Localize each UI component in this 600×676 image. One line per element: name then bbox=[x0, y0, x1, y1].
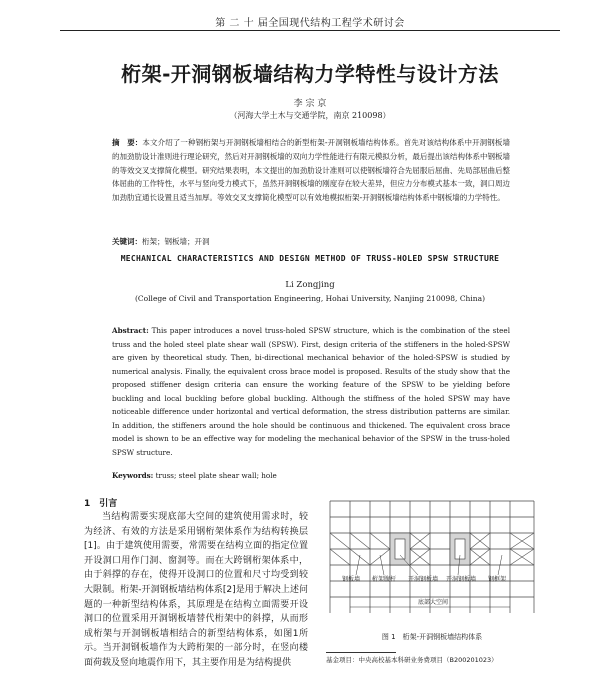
abstract-en bbox=[112, 324, 510, 459]
keywords-cn-label: 关键词： bbox=[112, 237, 142, 246]
keywords-cn-text: 桁架；钢板墙；开洞 bbox=[142, 237, 210, 246]
affiliation-en: (College of Civil and Transportation Engineering, Hohai University, Nanjing 210098, China) bbox=[134, 294, 486, 303]
label-plate-wall: 钢板墙 bbox=[342, 576, 361, 583]
author-cn: 李 宗 京 bbox=[293, 99, 327, 109]
abstract-en-label: Abstract: bbox=[112, 326, 149, 335]
keywords-en bbox=[112, 471, 510, 480]
footnote-rule bbox=[326, 652, 396, 653]
structure-diagram-svg bbox=[326, 495, 538, 625]
abstract-cn-label: 摘 要： bbox=[112, 138, 143, 147]
abstract-en-text: This paper introduces a novel truss-holed SPSW structure, which is the combination of the steel truss and the holed steel plate shear wall (SPSW). First, design criteria of the stiffeners in the holed-SPSW are given by theoretical study. Then, bi-directional mechanical behavior of the holed-SPSW is studied by numerical analysis. Finally, the equivalent cross brace model is proposed. Results of the study show that the proposed stiffener design criteria can ensure the working feature of the SPSW to be yielding before buckling and local buckling before global buckling. Although the stiffness of the holed SPSW may have noticeable difference under horizontal and vertical deformation, the stress distribution patterns are similar. In addition, the stiffeners around the hole should be continuous and thickened. The equivalent cross brace model is shown to be an effective way for modeling the mechanical behavior of the SPSW in the truss-holed SPSW structure. bbox=[112, 326, 510, 457]
paper-title-cn: 桁架-开洞钢板墙结构力学特性与设计方法 bbox=[121, 62, 499, 86]
label-large-space: 底部大空间 bbox=[418, 599, 449, 606]
label-truss-web: 桁架腹杆 bbox=[372, 576, 397, 583]
label-holed-plate-wall-right: 开洞钢板墙 bbox=[446, 576, 477, 583]
keywords-en-text: truss; steel plate shear wall; hole bbox=[155, 471, 277, 480]
keywords-en-label: Keywords: bbox=[112, 471, 154, 480]
abstract-cn-text: 本文介绍了一种钢桁架与开洞钢板墙相结合的新型桁架-开洞钢板墙结构体系。首先对该结构体系中开洞钢板墙的加劲肋设计准则进行理论研究，然后对开洞钢板墙的双向力学性能进行有限元模拟分析，最后提出该结构体系中钢板墙的等效交叉支撑简化模型。研究结果表明，本文提出的加劲肋设计准则可以使钢板墙符合先屈服后屈曲、先局部屈曲后整体屈曲的工作特性，水平与竖向受力模式下，虽然开洞钢板墙的刚度存在较大差异，但应力分布模式基本一致，洞口周边加劲肋宜通长设置且适当加厚。等效交叉支撑简化模型可以有效地模拟桁架-开洞钢板墙结构体系中钢板墙的力学特性。 bbox=[112, 138, 510, 203]
label-steel-frame: 钢框架 bbox=[488, 576, 507, 583]
paper-title-en: MECHANICAL CHARACTERISTICS AND DESIGN METHOD OF TRUSS-HOLED SPSW STRUCTURE bbox=[120, 254, 500, 263]
frame-grid bbox=[330, 501, 534, 613]
keywords-cn bbox=[112, 236, 510, 247]
figure-caption: 图 1 桁架-开洞钢板墙结构体系 bbox=[381, 633, 483, 641]
abstract-cn bbox=[112, 136, 510, 205]
footnote: 基金项目：中央高校基本科研业务费项目（B200201023） bbox=[326, 656, 498, 664]
header-rule bbox=[60, 30, 560, 31]
conference-header: 第 二 十 届全国现代结构工程学术研讨会 bbox=[215, 18, 405, 29]
figure-structure-diagram bbox=[326, 495, 538, 625]
section-heading-intro: 1 引言 bbox=[84, 499, 118, 509]
intro-body: 当结构需要实现底部大空间的建筑使用需求时，较为经济、有效的方法是采用钢桁架体系作为结构转换层[1]。由于建筑使用需要，常需要在结构立面的指定位置开设洞口用作门洞、窗洞等。而在大跨钢桁架体系中，由于斜撑的存在，使得开设洞口的位置和尺寸均受到较大限制。桁架-开洞钢板墙结构体系[2]是用于解决上述问题的一种新型结构体系，其原理是在结构立面需要开设洞口的位置采用开洞钢板墙替代桁架中的斜撑，从而形成桁架与开洞钢板墙相结合的新型结构体系，如图1所示。当开洞钢板墙作为大跨桁架的一部分时，在竖向楼面荷载及竖向地震作用下，其主要作用是为结构提供 bbox=[84, 512, 308, 668]
label-holed-plate-wall-left: 开洞钢板墙 bbox=[408, 576, 439, 583]
affiliation-cn: （河海大学土木与交通学院，南京 210098） bbox=[229, 111, 391, 120]
author-en: Li Zongjing bbox=[285, 280, 335, 290]
